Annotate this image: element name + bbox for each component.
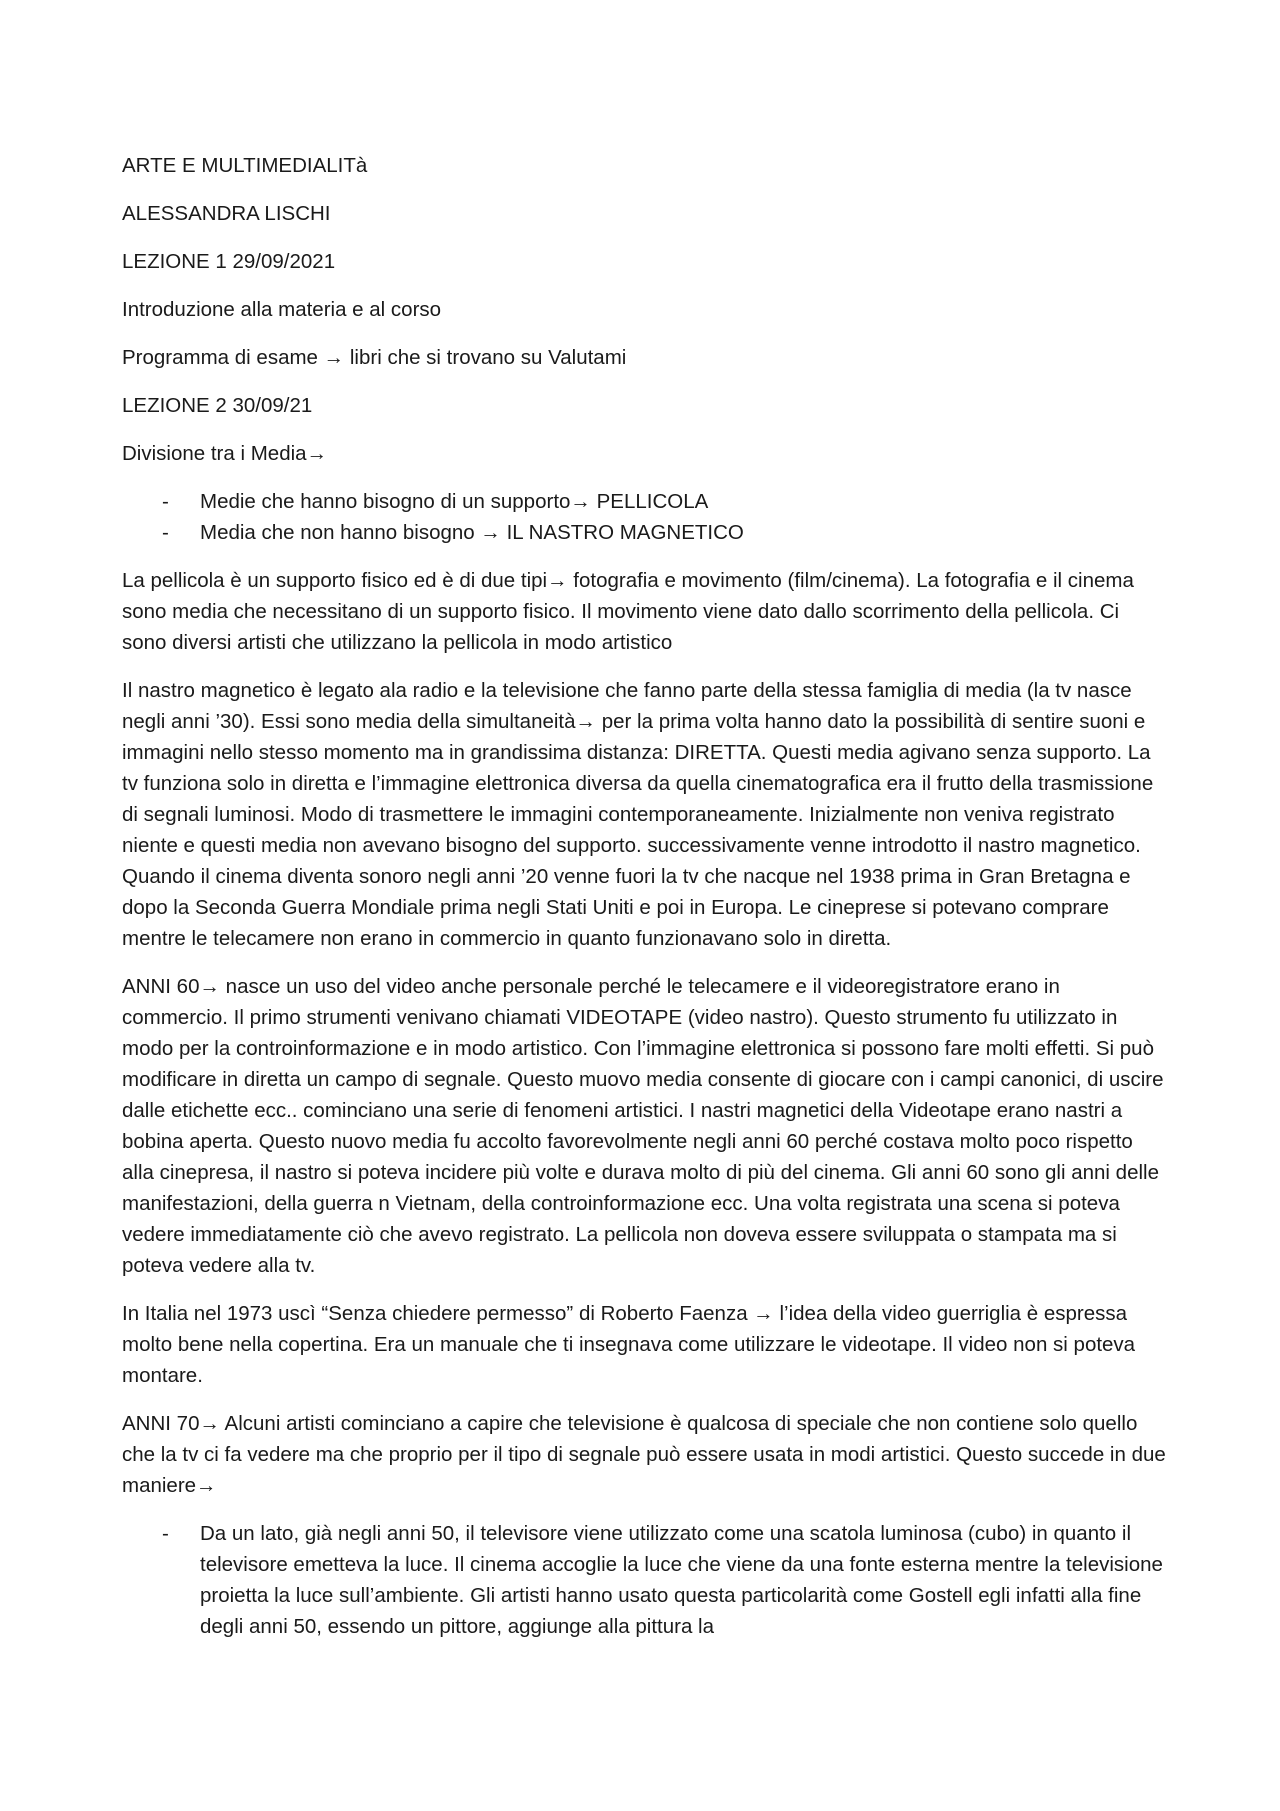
paragraph-anni-70: ANNI 70→ Alcuni artisti cominciano a capire che televisione è qualcosa di speciale che non contiene solo quello che la tv ci fa vedere ma che proprio per il tipo di segnale può essere usata in modi artistici. Questo succede in due maniere→ xyxy=(122,1412,1166,1497)
paragraph-italia-1973: In Italia nel 1973 uscì “Senza chiedere permesso” di Roberto Faenza → l’idea della video guerriglia è espressa molto bene nella copertina. Era un manuale che ti insegnava come utilizzare le videotape. Il video non si poteva montare. xyxy=(122,1302,1136,1387)
doc-author: ALESSANDRA LISCHI xyxy=(122,202,331,225)
anni-70-list xyxy=(122,1518,1167,1642)
paragraph-pellicola: La pellicola è un supporto fisico ed è di due tipi→ fotografia e movimento (film/cinema). La fotografia e il cinema sono media che necessitano di un supporto fisico. Il movimento viene dato dallo scorrimento della pellicola. Ci sono diversi artisti che utilizzano la pellicola in modo artistico xyxy=(122,569,1134,654)
media-division-list xyxy=(122,486,1167,548)
list-bullet: - xyxy=(162,521,169,544)
lesson-1-heading: LEZIONE 1 29/09/2021 xyxy=(122,250,336,273)
list-item xyxy=(122,486,1167,517)
lesson-2-heading: LEZIONE 2 30/09/21 xyxy=(122,394,313,417)
list-item xyxy=(122,1518,1167,1642)
media-division-heading: Divisione tra i Media→ xyxy=(122,442,328,465)
doc-title: ARTE E MULTIMEDIALITà xyxy=(122,154,368,177)
list-item-text: Media che non hanno bisogno → IL NASTRO MAGNETICO xyxy=(200,521,744,544)
paragraph-anni-60: ANNI 60→ nasce un uso del video anche personale perché le telecamere e il videoregistratore erano in commercio. Il primo strumenti venivano chiamati VIDEOTAPE (video nastro). Questo strumento fu utilizzato in modo per la controinformazione e in modo artistico. Con l’immagine elettronica si possono fare molti effetti. Si può modificare in diretta un campo di segnale. Questo muovo media consente di giocare con i campi canonici, di uscire dalle etichette ecc.. cominciano una serie di fenomeni artistici. I nastri magnetici della Videotape erano nastri a bobina aperta. Questo nuovo media fu accolto favorevolmente negli anni 60 perché costava molto poco rispetto alla cinepresa, il nastro si poteva incidere più volte e durava molto di più del cinema. Gli anni 60 sono gli anni delle manifestazioni, della guerra n Vietnam, della controinformazione ecc. Una volta registrata una scena si poteva vedere immediatamente ciò che avevo registrato. La pellicola non doveva essere sviluppata o stampata ma si poteva vedere alla tv. xyxy=(122,975,1164,1277)
lesson-1-intro: Introduzione alla materia e al corso xyxy=(122,298,442,321)
list-bullet: - xyxy=(162,1522,169,1545)
list-bullet: - xyxy=(162,490,169,513)
document-page xyxy=(122,150,1167,1659)
list-item-text: Medie che hanno bisogno di un supporto→ PELLICOLA xyxy=(200,490,709,513)
list-item-text: Da un lato, già negli anni 50, il televisore viene utilizzato come una scatola luminosa (cubo) in quanto il televisore emetteva la luce. Il cinema accoglie la luce che viene da una fonte esterna mentre la televisione proietta la luce sull’ambiente. Gli artisti hanno usato questa particolarità come Gostell egli infatti alla fine degli anni 50, essendo un pittore, aggiunge alla pittura la xyxy=(200,1522,1163,1638)
list-item xyxy=(122,517,1167,548)
exam-program-line: Programma di esame → libri che si trovano su Valutami xyxy=(122,346,627,369)
paragraph-nastro-magnetico: Il nastro magnetico è legato ala radio e la televisione che fanno parte della stessa famiglia di media (la tv nasce negli anni ’30). Essi sono media della simultaneità→ per la prima volta hanno dato la possibilità di sentire suoni e immagini nello stesso momento ma in grandissima distanza: DIRETTA. Questi media agivano senza supporto. La tv funziona solo in diretta e l’immagine elettronica diversa da quella cinematografica era il frutto della trasmissione di segnali luminosi. Modo di trasmettere le immagini contemporaneamente. Inizialmente non veniva registrato niente e questi media non avevano bisogno del supporto. successivamente venne introdotto il nastro magnetico. Quando il cinema diventa sonoro negli anni ’20 venne fuori la tv che nacque nel 1938 prima in Gran Bretagna e dopo la Seconda Guerra Mondiale prima negli Stati Uniti e poi in Europa. Le cineprese si potevano comprare mentre le telecamere non erano in commercio in quanto funzionavano solo in diretta. xyxy=(122,679,1154,950)
